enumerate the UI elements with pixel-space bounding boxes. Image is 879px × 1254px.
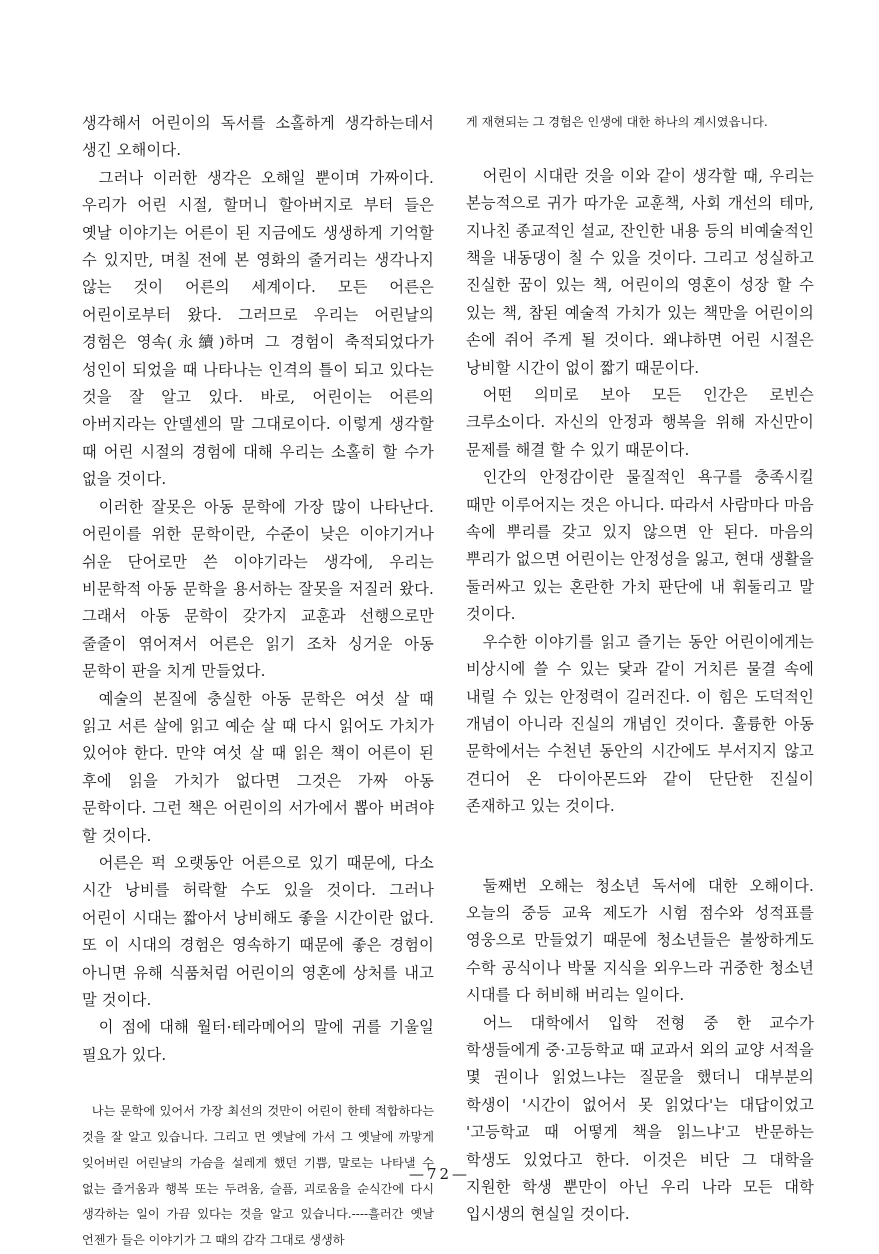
section-gap	[466, 136, 814, 163]
paragraph: 어른은 퍽 오랫동안 어른으로 있기 때문에, 다소 시간 낭비를 허락할 수도 있을 것이다. 그러나 어린이 시대는 짧아서 낭비해도 좋을 시간이란 없다. 또 이 시대의 경험은 영속하기 때문에 좋은 경험이 아니면 유해 식품처럼 어린이의 영혼에 상처를 내고 말 것이다.	[82, 853, 434, 1009]
block-quote-continued: 게 재현되는 그 경험은 인생에 대한 하나의 계시였읍니다.	[466, 115, 768, 129]
paragraph: 둘째번 오해는 청소년 독서에 대한 오해이다. 오늘의 중등 교육 제도가 시험 점수와 성적표를 영웅으로 만들었기 때문에 청소년들은 불쌍하게도 수학 공식이나 박물 지식을 외우느라 귀중한 청소년 시대를 다 허비해 버리는 일이다.	[466, 876, 814, 1005]
paragraph: 예술의 본질에 충실한 아동 문학은 여섯 살 때 읽고 서른 살에 읽고 예순 살 때 다시 읽어도 가치가 있어야 한다. 만약 여섯 살 때 읽은 책이 어른이 된 후에 읽을 가치가 없다면 그것은 가짜 아동 문학이다. 그런 책은 어린이의 서가에서 뽑아 버려야 할 것이다.	[82, 689, 434, 845]
paragraph: 인간의 안정감이란 물질적인 욕구를 충족시킬 때만 이루어지는 것은 아니다. 따라서 사람마다 마음 속에 뿌리를 갖고 있지 않으면 안 된다. 마음의 뿌리가 없으면 어린이는 안정성을 잃고, 현대 생활을 둘러싸고 있는 혼란한 가치 판단에 내 휘둘리고 말 것이다.	[466, 468, 814, 624]
paragraph: 생각해서 어린이의 독서를 소홀하게 생각하는데서 생긴 오해이다.	[82, 114, 434, 160]
paragraph: 그러나 이러한 생각은 오해일 뿐이며 가짜이다. 우리가 어린 시절, 할머니 할아버지로 부터 들은 옛날 이야기는 어른이 된 지금에도 생생하게 기억할 수 있지만, 며칠 전에 본 영화의 줄거리는 생각나지 않는 것이 어른의 세계이다. 모든 어른은 어린이로부터 왔다. 그러므로 우리는 어린날의 경험은 영속(永續)하며 그 경험이 축적되었다가 성인이 되었을 때 나타나는 인격의 틀이 되고 있다는 것을 잘 알고 있다. 바로, 어린이는 어른의 아버지라는 안델센의 말 그대로이다. 이렇게 생각할 때 어린 시절의 경험에 대해 우리는 소홀히 할 수가 없을 것이다.	[82, 168, 434, 489]
page-number: —72—	[408, 1165, 471, 1183]
block-quote: 나는 문학에 있어서 가장 최선의 것만이 어린이 한테 적합하다는 것을 잘 알고 있습니다. 그리고 먼 옛날에 가서 그 옛날에 까맣게 잊어버린 어린날의 가슴을 설레게 했던 기쁨, 말로는 나타낼 수 없는 즐거움과 행복 또는 두려움, 슬픔, 괴로움을 순식간에 다시 생각하는 일이 가끔 있다는 것을 알고 있습니다.----흘러간 옛날 언젠가 들은 이야기가 그 때의 감각 그대로 생생하	[82, 1104, 434, 1248]
paragraph: 우수한 이야기를 읽고 즐기는 동안 어린이에게는 비상시에 쓸 수 있는 닻과 같이 거치른 물결 속에 내릴 수 있는 안정력이 길러진다. 이 힘은 도덕적인 개념이 아니라 진실의 개념인 것이다. 훌륭한 아동 문학에서는 수천년 동안의 시간에도 부서지지 않고 견디어 온 다이아몬드와 같이 단단한 진실이 존재하고 있는 것이다.	[466, 632, 814, 816]
paragraph: 어떤 의미로 보아 모든 인간은 로빈슨 크루소이다. 자신의 안정과 행복을 위해 자신만이 문제를 해결 할 수 있기 때문이다.	[466, 386, 814, 459]
paragraph: 어느 대학에서 입학 전형 중 한 교수가 학생들에게 중·고등학교 때 교과서 외의 교양 서적을 몇 권이나 읽었느냐는 질문을 했더니 대부분의 학생이 '시간이 없어서 못 읽었다'는 대답이었고 '고등학교 때 어떻게 책을 읽느냐'고 반문하는 학생도 있었다고 한다. 이것은 비단 그 대학을 지원한 학생 뿐만이 아닌 우리 나라 모든 대학 입시생의 현실일 것이다.	[466, 1013, 814, 1224]
paragraph: 어린이 시대란 것을 이와 같이 생각할 때, 우리는 본능적으로 귀가 따가운 교훈책, 사회 개선의 테마, 지나친 종교적인 설교, 잔인한 내용 등의 비예술적인 책을 내동댕이 칠 수 있을 것이다. 그리고 성실하고 진실한 꿈이 있는 책, 어린이의 영혼이 성장 할 수 있는 책, 참된 예술적 가치가 있는 책만을 어린이의 손에 쥐어 주게 될 것이다. 왜냐하면 어린 시절은 낭비할 시간이 없이 짧기 때문이다.	[466, 166, 814, 377]
paragraph: 이러한 잘못은 아동 문학에 가장 많이 나타난다. 어린이를 위한 문학이란, 수준이 낮은 이야기거나 쉬운 단어로만 쓴 이야기라는 생각에, 우리는 비문학적 아동 문학을 용서하는 잘못을 저질러 왔다. 그래서 아동 문학이 갖가지 교훈과 선행으로만 줄줄이 엮어져서 어른은 읽기 조차 싱거운 아동 문학이 판을 치게 만들었다.	[82, 497, 434, 681]
right-column	[466, 110, 814, 1229]
left-column	[82, 110, 434, 1254]
paragraph: 이 점에 대해 월터·테라메어의 말에 귀를 기울일 필요가 있다.	[82, 1018, 434, 1064]
section-gap	[466, 821, 814, 873]
